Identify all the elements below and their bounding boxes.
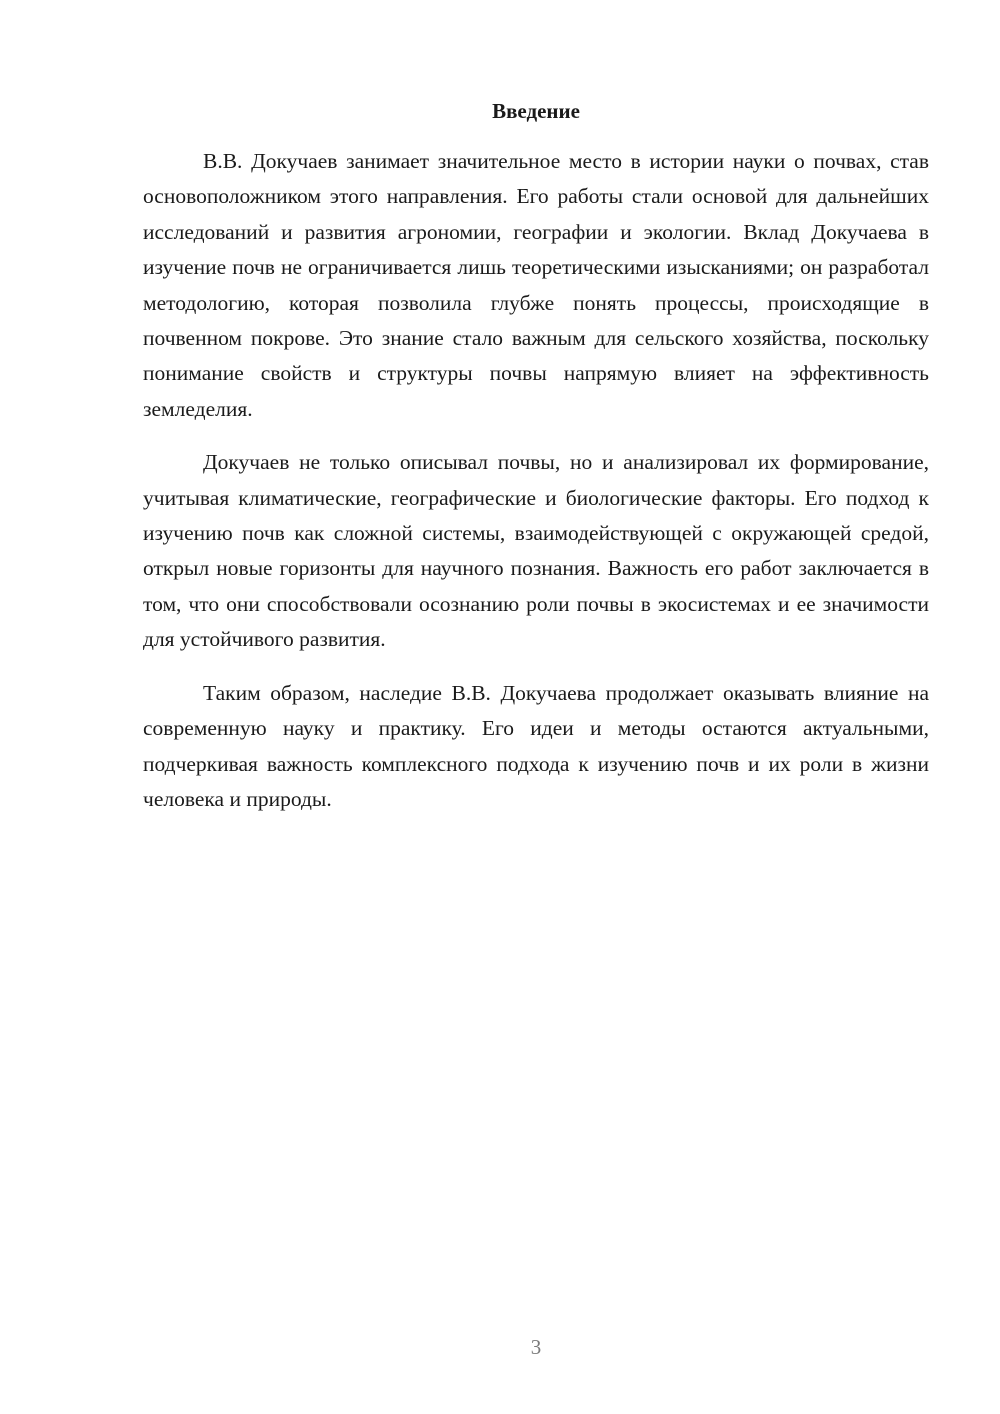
paragraph-2: Докучаев не только описывал почвы, но и анализировал их формирование, учитывая климатические, географические и биологические факторы. Его подход к изучению почв как сложной системы, взаимодействующей с окружающей средой, открыл новые горизонты для научного познания. Важность его работ заключается в том, что они способствовали осознанию роли почвы в экосистемах и ее значимости для устойчивого развития. xyxy=(143,450,929,652)
paragraph-3: Таким образом, наследие В.В. Докучаева продолжает оказывать влияние на современную науку и практику. Его идеи и методы остаются актуальными, подчеркивая важность комплексного подхода к изучению почв и их роли в жизни человека и природы. xyxy=(143,680,929,811)
body-text xyxy=(143,144,929,835)
paragraph-1: В.В. Докучаев занимает значительное место в истории науки о почвах, став основоположником этого направления. Его работы стали основой для дальнейших исследований и развития агрономии, географии и экологии. Вклад Докучаева в изучение почв не ограничивается лишь теоретическими изысканиями; он разработал методологию, которая позволила глубже понять процессы, происходящие в почвенном покрове. Это знание стало важным для сельского хозяйства, поскольку понимание свойств и структуры почвы напрямую влияет на эффективность земледелия. xyxy=(143,149,929,421)
section-heading: Введение xyxy=(492,99,580,123)
page-number: 3 xyxy=(530,1335,542,1359)
